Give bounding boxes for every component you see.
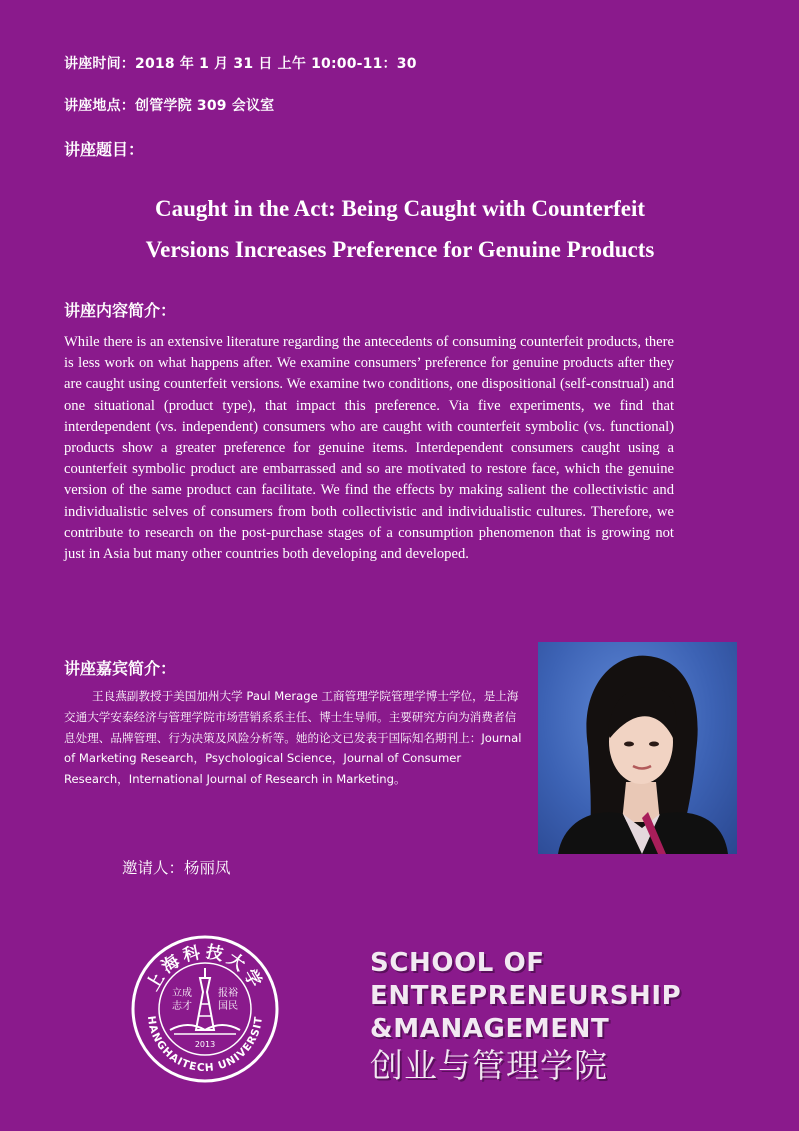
speaker-bio: 王良燕副教授于美国加州大学 Paul Merage 工商管理学院管理学博士学位，是上海交通大学安泰经济与管理学院市场营销系系主任、博士生导师。主要研究方向为消费者信息处理、品牌管理、行为决策及风险分析等。她的论文已发表于国际知名期刊上：Journal of Marketing Research，Psychological Science，Journal of Consumer Research，International Journal of Research in Marketing。 [64,689,522,787]
seal-motto-right-1: 报裕 [218,988,238,999]
seal-chinese-name: 上海科技大学 [142,942,268,995]
abstract-text: While there is an extensive literature regarding the antecedents of consuming counterfeit products, there is less work on what happens after. We examine consumers’ preference for genuine products after they are caught using counterfeit versions. We examine two conditions, one dispositional (self-construal) and one situational (product type), that impact this preference. Via five experiments, we find that interdependent (vs. independent) consumers who are caught with counterfeit symbolic (vs. functional) products show a greater preference for genuine items. Interdependent consumers caught using a counterfeit symbolic product are embarrassed and so are motivated to restore face, which the genuine version of the same product can facilitate. We find the effects by making salient the collectivistic and individualistic selves of consumers from both collectivistic and individualistic cultures. Therefore, we contribute to research on the post-purchase stages of a consumption phenomenon that is growing not just in Asia but many other countries both developing and developed. [64,334,674,563]
school-name-line-1: SCHOOL OF [370,948,545,978]
svg-text:上海科技大学 [142,941,268,994]
lecture-title-line-1: Caught in the Act: Being Caught with Counterfeit [154,196,646,221]
shanghaitech-university-seal [130,934,280,1084]
seal-motto-right-2: 国民 [218,1001,238,1012]
school-name-line-3: &MANAGEMENT [370,1014,610,1044]
seal-motto-left-1: 立成 [172,988,192,999]
seal-motto-left-2: 志才 [172,1001,192,1012]
seal-year: 2013 [194,1040,216,1049]
lecture-time: 讲座时间：2018 年 1 月 31 日 上午 10:00-11：30 [64,56,417,72]
lecture-title-line-2: Versions Increases Preference for Genuine Products [145,237,655,262]
seal-english-name: HANGHAITECH UNIVERSIT [144,1015,266,1075]
inviter: 邀请人：杨丽凤 [122,859,231,877]
speaker-label: 讲座嘉宾简介： [64,659,177,678]
topic-label: 讲座题目： [64,140,145,159]
abstract-label: 讲座内容简介： [64,301,177,320]
school-name-line-2: ENTREPRENEURSHIP [370,981,682,1011]
speaker-photo [538,642,737,854]
school-name-chinese: 创业与管理学院 [370,1046,608,1085]
lecture-location: 讲座地点：创管学院 309 会议室 [64,98,275,114]
